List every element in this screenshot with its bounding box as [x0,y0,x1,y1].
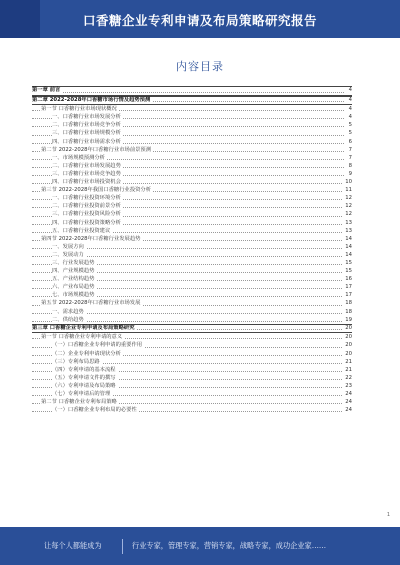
toc-entry[interactable] [32,96,352,106]
toc-entry-page: 23 [345,382,352,389]
toc-entry-page: 4 [348,106,352,113]
toc-entry-page: 9 [348,170,352,177]
toc-entry-page: 20 [345,342,352,349]
toc-entry[interactable] [32,308,352,316]
toc-entry-label: 一、需求趋势 [52,308,84,315]
toc-entry-page: 13 [345,219,352,226]
report-title: 口香糖企业专利申请及布局策略研究报告 [82,13,317,28]
toc-entry[interactable] [32,398,352,406]
toc-entry-label: （二）企业专利申请现状分析 [52,350,121,357]
toc-entry-page: 14 [345,235,352,242]
toc-entry[interactable] [32,162,352,170]
toc-entry[interactable] [32,333,352,341]
toc-entry-label: 四、口香糖行业市场投资机会 [52,179,121,186]
toc-entry-label: 五、产业结构趋势 [52,276,95,283]
report-footer [0,527,400,565]
toc-entry[interactable] [32,267,352,275]
toc-entry[interactable] [32,316,352,324]
toc-entry-page: 20 [345,324,352,331]
toc-entry[interactable] [32,121,352,129]
toc-entry-page: 4 [348,114,352,121]
footer-divider [122,539,123,554]
toc-entry-page: 19 [345,316,352,323]
toc-entry-page: 10 [345,179,352,186]
toc-entry-label: （六）专利申请及布局策略 [52,382,116,389]
toc-entry-label: 七、市场规模趋势 [52,292,95,299]
page-number: 1 [386,512,390,518]
toc-entry[interactable] [32,341,352,349]
toc-entry[interactable] [32,243,352,251]
toc-entry-label: 四、口香糖行业投资策略分析 [52,219,121,226]
table-of-contents [32,86,352,414]
toc-entry[interactable] [32,178,352,186]
report-header [0,0,400,38]
toc-entry-label: 第一章 前言 [32,87,61,93]
toc-entry-label: 第三节 2022-2028年我国口香糖行业投资分析 [41,187,152,194]
toc-entry-page: 12 [345,203,352,210]
toc-entry-label: 二、口香糖行业市场发展趋势 [52,162,121,169]
toc-heading: 内容目录 [176,60,224,73]
toc-entry-page: 20 [345,350,352,357]
toc-entry-label: 第五节 2022-2028年口香糖行业市场发展 [41,300,141,307]
toc-entry-label: 三、口香糖行业市场竞争趋势 [52,170,121,177]
toc-entry-label: 五、口香糖行业投资建议 [52,227,111,234]
toc-entry-label: 第三章 口香糖企业专利申请及布局策略研究 [32,324,135,331]
toc-entry[interactable] [32,406,352,414]
toc-entry-label: （三）专利布局思路 [52,358,100,365]
toc-entry-page: 16 [345,276,352,283]
toc-entry-page: 15 [345,259,352,266]
toc-entry-page: 22 [345,374,352,381]
toc-entry[interactable] [32,154,352,162]
toc-entry[interactable] [32,105,352,113]
toc-entry-label: 二、口香糖行业投资前景分析 [52,203,121,210]
toc-entry[interactable] [32,227,352,235]
toc-entry[interactable] [32,366,352,374]
toc-entry-label: （四）专利申请的基本流程 [52,366,116,373]
toc-entry-page: 20 [345,334,352,341]
toc-entry-label: 第一节 口香糖企业专利申请的意义 [41,334,123,341]
toc-entry[interactable] [32,382,352,390]
toc-entry[interactable] [32,374,352,382]
toc-entry[interactable] [32,210,352,218]
toc-entry[interactable] [32,202,352,210]
toc-entry-label: 一、口香糖行业投资环境分析 [52,195,121,202]
toc-entry[interactable] [32,146,352,154]
toc-entry-page: 24 [345,399,352,406]
toc-entry-page: 24 [345,390,352,397]
footer-slogan-right: 行业专家，管理专家，营销专家，战略专家，成功企业家…… [132,541,327,550]
toc-entry-page: 17 [345,292,352,299]
toc-entry-label: 第二节 口香糖企业专利布局策略 [41,399,117,406]
toc-entry-label: 三、口香糖行业市场规模分析 [52,130,121,137]
toc-entry[interactable] [32,324,352,334]
toc-entry-label: 第四节 2022-2028年口香糖行业发展趋势 [41,235,141,242]
toc-entry-label: 二、供给趋势 [52,316,84,323]
toc-entry-page: 8 [348,162,352,169]
toc-entry-page: 12 [345,195,352,202]
toc-entry-label: 二、口香糖行业市场竞争分析 [52,122,121,129]
toc-entry-label: 第一节 口香糖行业市场现状概况 [41,106,117,113]
toc-entry-page: 4 [348,87,352,93]
toc-entry-page: 21 [345,366,352,373]
toc-entry-page: 15 [345,268,352,275]
toc-entry-page: 6 [348,138,352,145]
toc-entry-label: 第二节 2022-2028年口香糖行业市场前景预测 [41,146,152,153]
toc-entry-page: 12 [345,211,352,218]
toc-entry-label: 三、行业发展趋势 [52,259,95,266]
toc-entry[interactable] [32,291,352,299]
toc-entry-page: 7 [348,146,352,153]
toc-entry-label: 一、发展方向 [52,243,84,250]
toc-entry[interactable] [32,113,352,121]
toc-entry[interactable] [32,170,352,178]
toc-entry-page: 24 [345,407,352,414]
toc-entry-label: 第二章 2022-2028年口香糖市场行情及趋势预测 [32,96,151,103]
toc-entry-page: 5 [348,130,352,137]
toc-entry-label: （一）口香糖企业专利申请的重要作用 [52,342,143,349]
toc-entry-page: 13 [345,227,352,234]
toc-entry[interactable] [32,299,352,307]
toc-entry-page: 14 [345,251,352,258]
toc-entry[interactable] [32,283,352,291]
toc-entry-label: 一、口香糖行业市场发展分析 [52,114,121,121]
toc-entry-label: 三、口香糖行业投资风险分析 [52,211,121,218]
toc-entry[interactable] [32,390,352,398]
toc-entry-label: 一、市场规模预测分析 [52,154,105,161]
toc-entry[interactable] [32,235,352,243]
toc-entry-label: （七）专利申请后的管理 [52,390,111,397]
toc-entry[interactable] [32,275,352,283]
toc-entry-page: 21 [345,358,352,365]
toc-entry-page: 17 [345,284,352,291]
toc-entry-label: 四、口香糖行业市场需求分析 [52,138,121,145]
toc-entry-page: 5 [348,122,352,129]
toc-entry[interactable] [32,86,352,96]
toc-entry-page: 11 [345,187,352,194]
footer-slogan-left: 让每个人都能成为 [44,541,102,550]
toc-leader-dots [32,92,344,93]
toc-entry[interactable] [32,259,352,267]
toc-entry-label: 四、产业规模趋势 [52,268,95,275]
toc-entry-label: （五）专利申请文件的撰写 [52,374,116,381]
toc-entry[interactable] [32,350,352,358]
toc-entry-page: 18 [345,308,352,315]
toc-entry-page: 18 [345,300,352,307]
toc-entry[interactable] [32,358,352,366]
toc-entry-label: （一）口香糖企业专利布局的必要性 [52,407,137,414]
toc-entry[interactable] [32,194,352,202]
toc-entry[interactable] [32,219,352,227]
toc-entry-page: 7 [348,154,352,161]
toc-entry-label: 六、产业布局趋势 [52,284,95,291]
toc-entry[interactable] [32,138,352,146]
toc-entry-page: 14 [345,243,352,250]
toc-entry-page: 4 [348,96,352,103]
toc-entry-label: 二、发展动力 [52,251,84,258]
toc-entry[interactable] [32,129,352,137]
toc-entry[interactable] [32,251,352,259]
toc-entry[interactable] [32,186,352,194]
